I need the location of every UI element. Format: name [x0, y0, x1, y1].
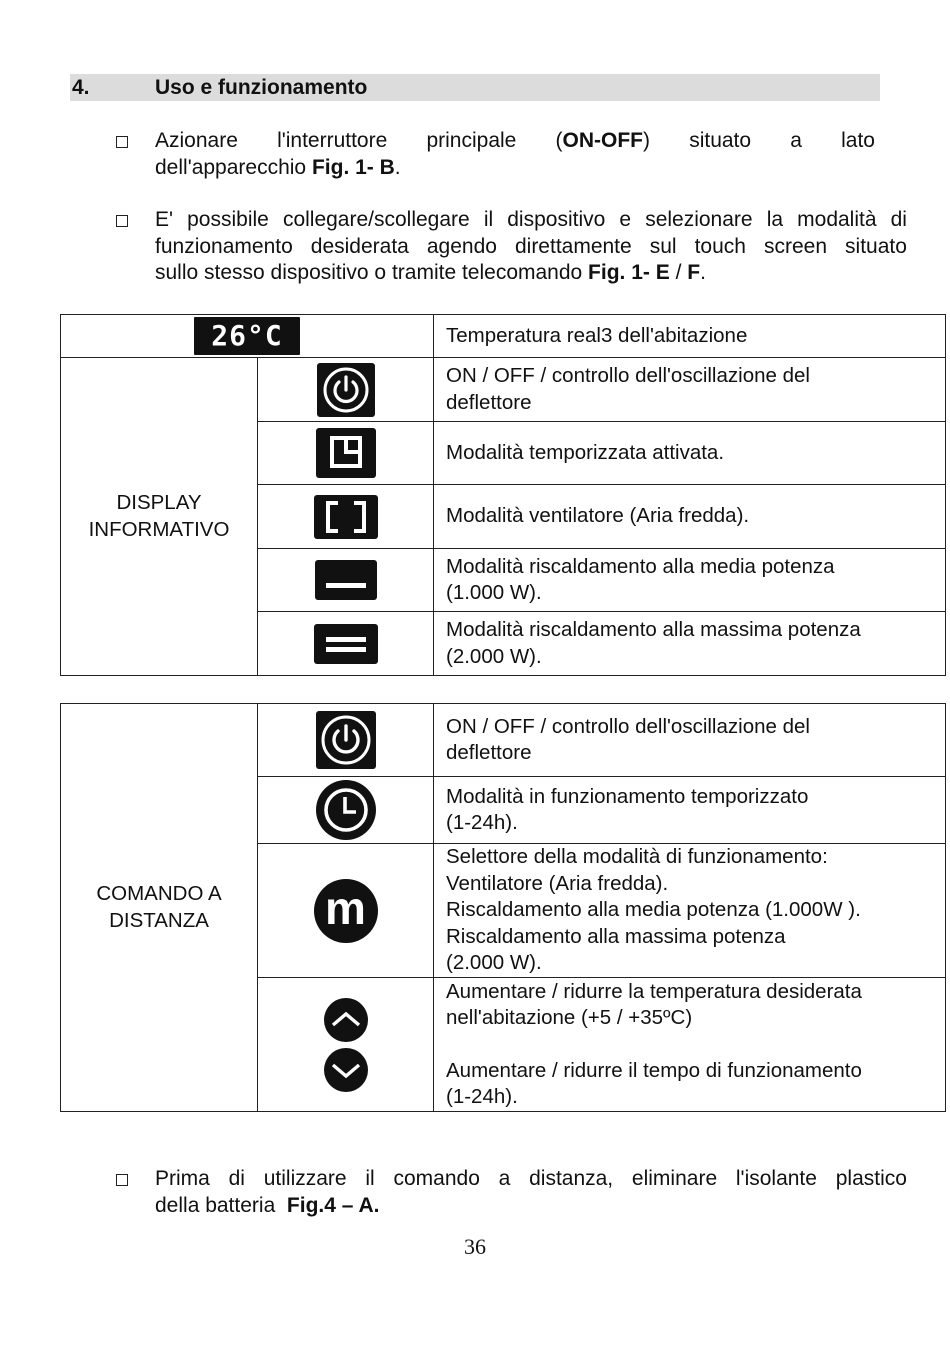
word: situato — [845, 234, 907, 258]
display-timer-icon-cell — [258, 422, 434, 485]
word: desiderata — [310, 234, 409, 258]
word: utilizzare — [263, 1167, 347, 1190]
word: lato — [841, 129, 875, 152]
remote-updown-description: Aumentare / ridurre la temperatura desiderata nell'abitazione (+5 / +35ºC) Aumentare / ridurre il tempo di funzionamento (1-24h). — [434, 978, 946, 1112]
word: l'interruttore — [277, 129, 388, 152]
word-on-off: (ON-OFF) — [555, 129, 651, 152]
word: e — [619, 208, 632, 231]
word: direttamente — [514, 234, 632, 258]
bullet-checkbox-icon — [116, 136, 128, 148]
word: touch — [694, 234, 746, 258]
word: a — [498, 1167, 511, 1190]
remote-mode-description: Selettore della modalità di funzionamento: Ventilatore (Aria fredda). Riscaldamento alla media potenza (1.000W ). Riscaldamento alla massima potenza (2.000 W). — [434, 844, 946, 978]
remote-power-icon-cell — [258, 704, 434, 777]
remote-updown-button-cell — [258, 978, 434, 1112]
comando-a-distanza-label: COMANDO A DISTANZA — [61, 704, 258, 1112]
word: E' — [155, 208, 174, 231]
display-heat-medium-description: Modalità riscaldamento alla media potenza (1.000 W). — [434, 549, 946, 612]
word: sul — [649, 234, 677, 258]
bullet-1-line-2: dell'apparecchio Fig. 1- B. — [155, 155, 401, 179]
display-fan-icon-cell — [258, 485, 434, 549]
clock-icon — [315, 779, 377, 841]
bullet-checkbox-icon — [116, 1174, 128, 1186]
display-heat-max-description: Modalità riscaldamento alla massima potenza (2.000 W). — [434, 612, 946, 676]
remote-control-table — [60, 703, 946, 1112]
word: Azionare — [155, 129, 238, 152]
display-heat-medium-icon-cell — [258, 549, 434, 612]
remote-timer-description: Modalità in funzionamento temporizzato (1-24h). — [434, 777, 946, 844]
bullet-3-paragraph — [155, 1166, 907, 1219]
word: modalità — [797, 208, 877, 231]
fan-mode-icon — [314, 495, 378, 539]
word: il — [365, 1167, 375, 1190]
word: selezionare — [645, 208, 753, 231]
temperature-description: Temperatura real3 dell'abitazione — [434, 315, 946, 358]
word: funzionamento — [155, 234, 293, 258]
bullet-1-paragraph — [155, 128, 875, 181]
bullet-3-line-1 — [155, 1166, 907, 1193]
word: eliminare — [631, 1167, 718, 1190]
word: l'isolante — [735, 1167, 817, 1190]
heat-max-icon — [314, 624, 378, 664]
mode-m-icon: m — [314, 879, 378, 943]
display-heat-max-icon-cell — [258, 612, 434, 676]
display-fan-description: Modalità ventilatore (Aria fredda). — [434, 485, 946, 549]
chevron-up-icon — [322, 998, 370, 1042]
bullet-2-line-3: sullo stesso dispositivo o tramite telecomando Fig. 1- E / F. — [155, 261, 706, 284]
display-power-icon-cell — [258, 358, 434, 422]
word: situato — [689, 129, 752, 152]
display-info-table — [60, 314, 946, 676]
word: a — [790, 129, 802, 152]
word: principale — [426, 129, 517, 152]
word: di — [890, 208, 907, 231]
word: agendo — [426, 234, 497, 258]
word: comando — [393, 1167, 480, 1190]
bullet-2-line-2 — [155, 234, 907, 261]
chevron-down-icon — [322, 1048, 370, 1092]
bullet-3-line-2: della batteria Fig.4 – A. — [155, 1193, 380, 1217]
word: possibile — [187, 208, 269, 231]
heat-medium-icon — [315, 560, 377, 600]
remote-power-description: ON / OFF / controllo dell'oscillazione del deflettore — [434, 704, 946, 777]
word: di — [228, 1167, 245, 1190]
word: dispositivo — [507, 208, 606, 231]
bullet-checkbox-icon — [116, 215, 128, 227]
display-timer-description: Modalità temporizzata attivata. — [434, 422, 946, 485]
temperature-display-icon: 26°C — [194, 317, 300, 355]
section-title: Uso e funzionamento — [155, 76, 368, 99]
remote-mode-button-cell — [258, 844, 434, 978]
power-icon — [316, 711, 376, 769]
word: plastico — [835, 1167, 907, 1190]
word: Prima — [155, 1167, 210, 1190]
remote-timer-button-cell — [258, 777, 434, 844]
word: il — [483, 208, 494, 231]
temperature-display-cell — [61, 315, 434, 358]
word: la — [766, 208, 784, 231]
power-icon — [317, 363, 375, 417]
bullet-2-paragraph — [155, 207, 907, 287]
section-number: 4. — [72, 76, 90, 99]
display-power-description: ON / OFF / controllo dell'oscillazione del deflettore — [434, 358, 946, 422]
word: distanza, — [529, 1167, 614, 1190]
word: screen — [763, 234, 828, 258]
bullet-2-line-1 — [155, 207, 907, 234]
word: collegare/scollegare — [282, 208, 470, 231]
timer-mode-icon — [316, 428, 376, 478]
display-informativo-label: DISPLAY INFORMATIVO — [61, 358, 258, 676]
page-number: 36 — [464, 1234, 486, 1259]
